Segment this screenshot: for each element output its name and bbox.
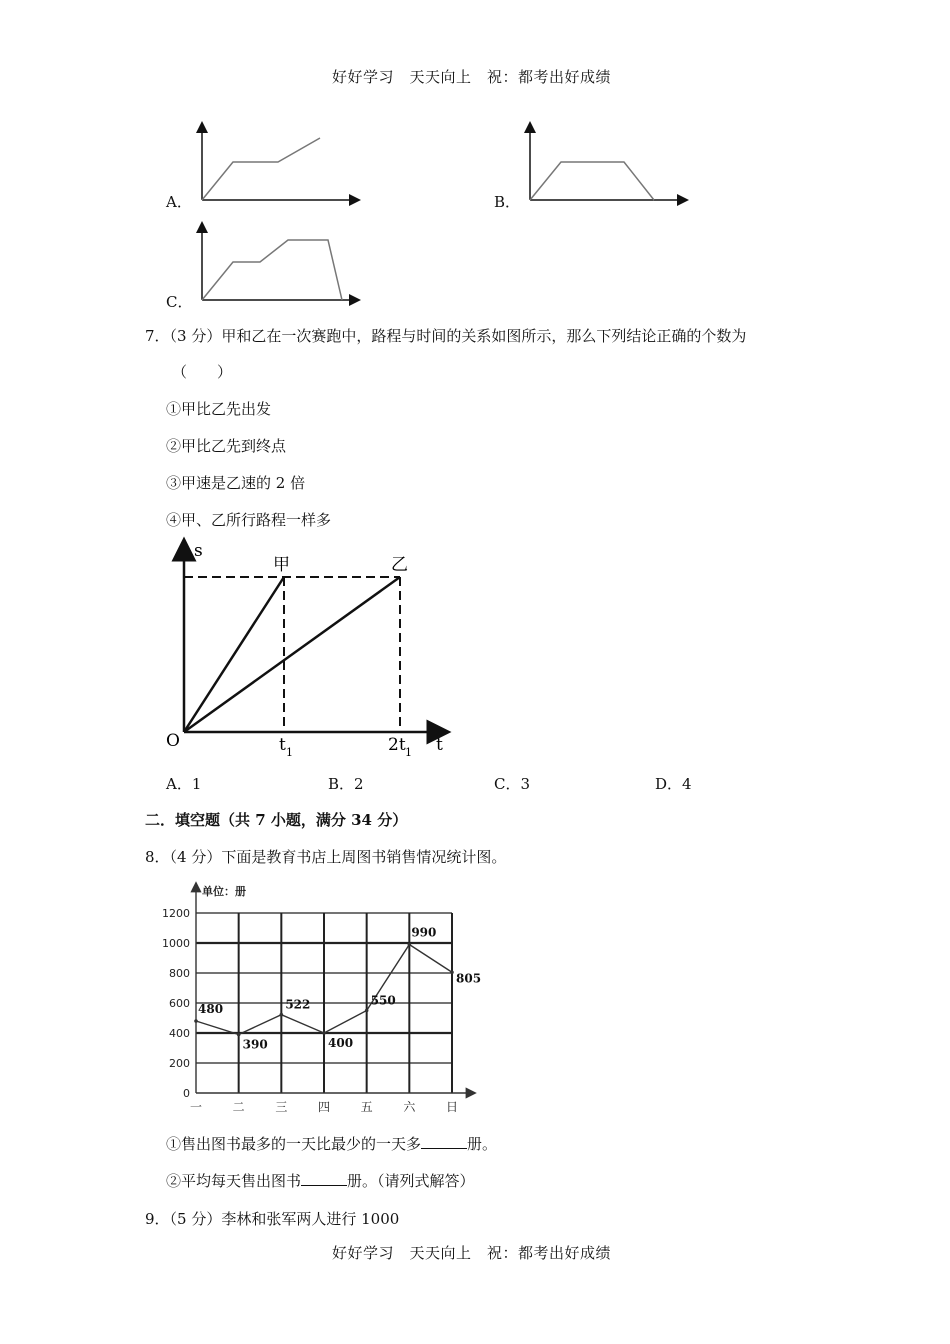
- x-tick-label: 二: [232, 1100, 245, 1114]
- q7-t1-label: t: [279, 735, 286, 755]
- x-tick-label: 三: [275, 1100, 288, 1114]
- q7-stem: 7．（3 分）甲和乙在一次赛跑中，路程与时间的关系如图所示，那么下列结论正确的个数为: [145, 327, 747, 345]
- y-tick-label: 600: [169, 997, 190, 1010]
- data-point: [408, 943, 412, 947]
- q6-option-b-label: B．: [494, 193, 521, 211]
- data-label: 390: [242, 1037, 268, 1052]
- data-label: 550: [370, 993, 396, 1008]
- x-tick-label: 一: [189, 1100, 203, 1114]
- q9-stem: 9．（5 分）李林和张军两人进行 1000: [145, 1210, 400, 1228]
- q7-statement-1: ①甲比乙先出发: [166, 400, 272, 418]
- q7-statement-4: ④甲、乙所行路程一样多: [166, 511, 332, 529]
- q7-jia-label: 甲: [273, 555, 290, 575]
- q7-statement-2: ②甲比乙先到终点: [166, 437, 287, 455]
- q7-origin-label: O: [166, 731, 180, 751]
- sales-line-chart: [160, 880, 490, 1112]
- q6-graph-a: [190, 118, 390, 218]
- q7-2t1-label: 2t: [388, 735, 406, 755]
- data-point: [450, 970, 454, 974]
- data-label: 990: [411, 925, 437, 940]
- x-tick-label: 日: [445, 1100, 459, 1114]
- y-tick-label: 0: [183, 1087, 190, 1100]
- x-tick-label: 六: [403, 1100, 416, 1114]
- q8-sub-1-text: ①售出图书最多的一天比最少的一天多: [166, 1135, 422, 1153]
- q7-2t1-sub: 1: [405, 746, 412, 759]
- q7-choice-a: A．1: [166, 775, 202, 793]
- q7-statement-3: ③甲速是乙速的 2 倍: [166, 474, 306, 492]
- y-tick-label: 1200: [162, 907, 190, 920]
- data-point: [237, 1033, 241, 1037]
- x-tick-label: 四: [317, 1100, 331, 1114]
- q7-choice-b: B．2: [328, 775, 364, 793]
- q8-sub-2-text: ②平均每天售出图书: [166, 1172, 302, 1190]
- q7-graph: [160, 538, 460, 778]
- y-tick-label: 800: [169, 967, 190, 980]
- q8-sub-2-unit: 册。（请列式解答）: [347, 1172, 475, 1190]
- y-tick-label: 200: [169, 1057, 190, 1070]
- q7-yi-label: 乙: [391, 555, 408, 575]
- q7-x-label: t: [436, 735, 443, 755]
- q6-graph-b: [518, 118, 718, 218]
- q8-stem: 8．（4 分）下面是教育书店上周图书销售情况统计图。: [145, 848, 507, 866]
- q7-line-yi: [184, 577, 400, 732]
- q6-option-a-label: A．: [166, 193, 192, 211]
- unit-label: 单位：册: [202, 885, 246, 898]
- q6-option-c-label: C．: [166, 293, 193, 311]
- y-tick-label: 400: [169, 1027, 190, 1040]
- data-label: 522: [285, 997, 311, 1012]
- y-tick-label: 1000: [162, 937, 190, 950]
- data-point: [365, 1009, 369, 1013]
- data-label: 805: [456, 971, 482, 986]
- data-point: [194, 1019, 198, 1023]
- data-label: 480: [198, 1002, 224, 1016]
- data-point: [280, 1013, 284, 1017]
- q7-y-label: s: [194, 541, 203, 561]
- q8-sub-1: [166, 1133, 497, 1154]
- q6-graph-c: [190, 218, 390, 318]
- q8-sub-2-blank[interactable]: [301, 1171, 347, 1186]
- q8-sub-1-blank[interactable]: [421, 1134, 467, 1149]
- q8-sub-1-unit: 册。: [467, 1135, 498, 1153]
- data-label: 400: [328, 1036, 354, 1050]
- q8-sub-2: [166, 1170, 475, 1191]
- section-2-title: 二．填空题（共 7 小题，满分 34 分）: [145, 811, 408, 829]
- q7-choice-d: D．4: [655, 775, 692, 793]
- q7-t1-sub: 1: [286, 746, 293, 759]
- q7-line-jia: [184, 577, 284, 732]
- page-header: 好好学习 天天向上 祝：都考出好成绩: [332, 68, 612, 86]
- q7-answer-paren: （ ）: [172, 363, 233, 381]
- page-footer: 好好学习 天天向上 祝：都考出好成绩: [332, 1244, 612, 1262]
- q7-choice-c: C．3: [494, 775, 531, 793]
- data-point: [322, 1031, 326, 1035]
- x-tick-label: 五: [360, 1100, 373, 1114]
